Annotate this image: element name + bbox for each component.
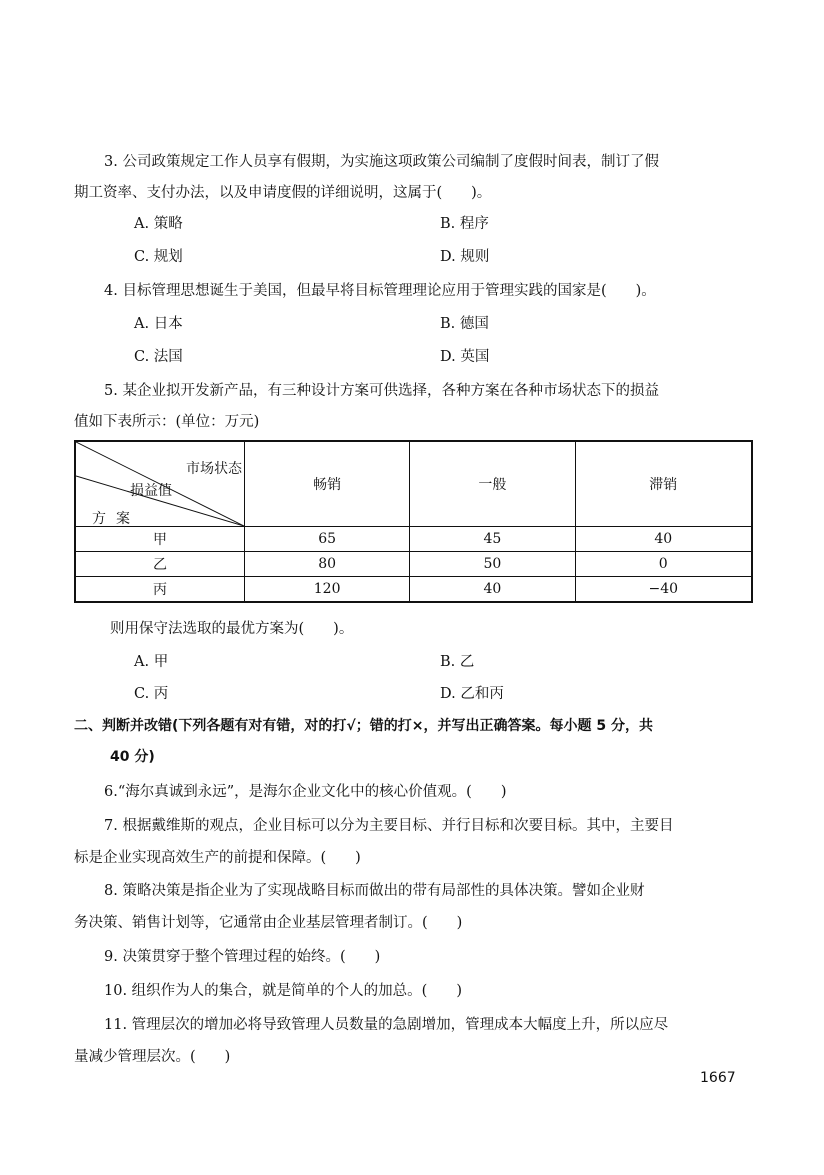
q3-option-c: C. 规划: [134, 249, 183, 265]
q5-follow: 则用保守法选取的最优方案为( )。: [110, 621, 354, 637]
table-cell: 120: [245, 577, 410, 603]
q11-line1: 11. 管理层次的增加必将导致管理人员数量的急剧增加，管理成本大幅度上升，所以应尽: [104, 1017, 669, 1033]
q4-line1: 4. 目标管理思想诞生于美国，但最早将目标管理理论应用于管理实践的国家是( )。: [104, 283, 656, 299]
row-label: 甲: [75, 527, 245, 552]
q3-option-d: D. 规则: [440, 249, 490, 265]
q9-line1: 9. 决策贯穿于整个管理过程的始终。( ): [104, 949, 381, 965]
table-cell: 65: [245, 527, 410, 552]
q10-line1: 10. 组织作为人的集合，就是简单的个人的加总。( ): [104, 983, 462, 999]
q4-option-d: D. 英国: [440, 349, 490, 365]
corner-header-payoff: 损益值: [130, 483, 172, 499]
page-number: 1667: [700, 1070, 736, 1086]
table-row: [75, 527, 752, 552]
table-corner-cell: [75, 441, 245, 527]
table-cell: −40: [575, 577, 752, 603]
q8-line2: 务决策、销售计划等，它通常由企业基层管理者制订。( ): [74, 915, 463, 931]
row-label: 乙: [75, 552, 245, 577]
column-header: 一般: [410, 441, 575, 527]
table-cell: 80: [245, 552, 410, 577]
column-header: 畅销: [245, 441, 410, 527]
q3-option-b: B. 程序: [440, 216, 489, 232]
corner-header-plan: 方案: [92, 511, 140, 527]
q5-line2: 值如下表所示：(单位：万元): [74, 414, 260, 430]
q4-option-a: A. 日本: [134, 316, 183, 332]
q3-option-a: A. 策略: [134, 216, 183, 232]
q5-option-a: A. 甲: [134, 654, 169, 670]
payoff-table: [74, 440, 753, 603]
q8-line1: 8. 策略决策是指企业为了实现战略目标而做出的带有局部性的具体决策。譬如企业财: [104, 883, 645, 899]
q5-option-b: B. 乙: [440, 654, 475, 670]
table-cell: 40: [575, 527, 752, 552]
q7-line2: 标是企业实现高效生产的前提和保障。( ): [74, 850, 361, 866]
q11-line2: 量减少管理层次。( ): [74, 1049, 231, 1065]
table-row: [75, 577, 752, 603]
q4-option-c: C. 法国: [134, 349, 183, 365]
q4-option-b: B. 德国: [440, 316, 489, 332]
row-label: 丙: [75, 577, 245, 603]
column-header: 滞销: [575, 441, 752, 527]
q5-option-c: C. 丙: [134, 686, 169, 702]
q3-line2: 期工资率、支付办法，以及申请度假的详细说明，这属于( )。: [74, 185, 492, 201]
table-cell: 50: [410, 552, 575, 577]
q3-line1: 3. 公司政策规定工作人员享有假期，为实施这项政策公司编制了度假时间表，制订了假: [104, 154, 659, 170]
table-cell: 40: [410, 577, 575, 603]
table-cell: 45: [410, 527, 575, 552]
q5-option-d: D. 乙和丙: [440, 686, 504, 702]
q6-line1: 6.“海尔真诚到永远”，是海尔企业文化中的核心价值观。( ): [104, 784, 507, 800]
table-row: [75, 552, 752, 577]
section2-title-line1: 二、判断并改错(下列各题有对有错，对的打√；错的打×，并写出正确答案。每小题 5 分，共: [74, 718, 653, 734]
corner-header-market: 市场状态: [186, 461, 242, 477]
table-cell: 0: [575, 552, 752, 577]
section2-title-line2: 40 分): [110, 749, 155, 765]
q5-line1: 5. 某企业拟开发新产品，有三种设计方案可供选择，各种方案在各种市场状态下的损益: [104, 383, 659, 399]
q7-line1: 7. 根据戴维斯的观点，企业目标可以分为主要目标、并行目标和次要目标。其中，主要目: [104, 818, 674, 834]
